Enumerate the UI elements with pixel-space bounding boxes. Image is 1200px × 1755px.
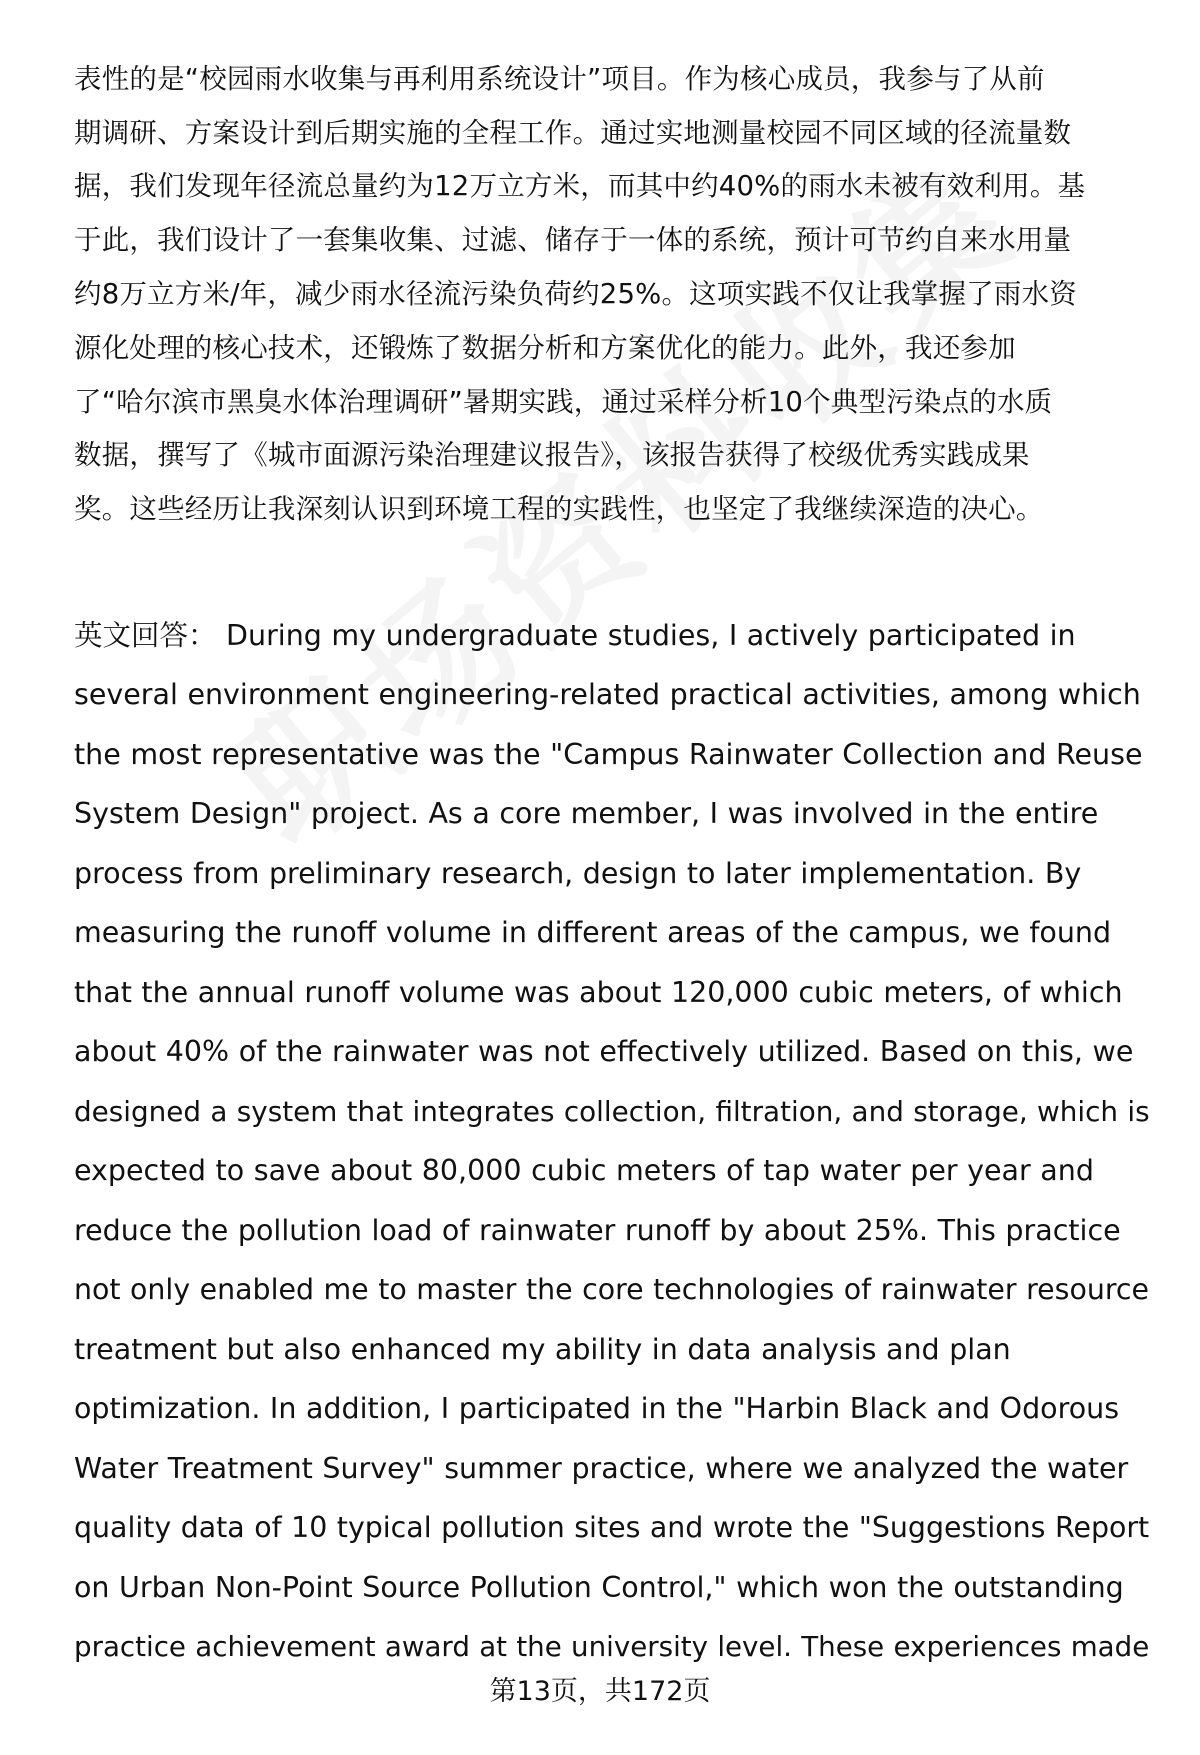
en-line: about 40% of the rainwater was not effectively utilized. Based on this, we <box>74 1035 1134 1068</box>
cn-line: 源化处理的核心技术，还锻炼了数据分析和方案优化的能力。此外，我还参加 <box>74 332 1016 364</box>
en-line: quality data of 10 typical pollution sites and wrote the "Suggestions Report <box>74 1511 1150 1544</box>
en-line: optimization. In addition, I participated in the "Harbin Black and Odorous <box>74 1392 1120 1425</box>
cn-line: 据，我们发现年径流总量约为12万立方米，而其中约40%的雨水未被有效利用。基 <box>74 170 1086 202</box>
cn-line: 表性的是“校园雨水收集与再利用系统设计”项目。作为核心成员，我参与了从前 <box>74 63 1045 95</box>
cn-line: 奖。这些经历让我深刻认识到环境工程的实践性，也坚定了我继续深造的决心。 <box>74 493 1044 525</box>
cn-line: 数据，撰写了《城市面源污染治理建议报告》，该报告获得了校级优秀实践成果 <box>74 439 1030 471</box>
en-line: designed a system that integrates collection, filtration, and storage, which is <box>74 1095 1150 1128</box>
en-line: on Urban Non-Point Source Pollution Control," which won the outstanding <box>74 1571 1124 1604</box>
en-line: Water Treatment Survey" summer practice, where we analyzed the water <box>74 1452 1129 1485</box>
en-line: practice achievement award at the university level. These experiences made <box>74 1630 1150 1663</box>
en-line: measuring the runoff volume in different areas of the campus, we found <box>74 916 1112 949</box>
en-line: System Design" project. As a core member, I was involved in the entire <box>74 797 1099 830</box>
cn-line: 约8万立方米/年，减少雨水径流污染负荷约25%。这项实践不仅让我掌握了雨水资 <box>74 278 1077 310</box>
en-line: that the annual runoff volume was about 120,000 cubic meters, of which <box>74 976 1123 1009</box>
en-line: process from preliminary research, design to later implementation. By <box>74 857 1082 890</box>
en-line: the most representative was the "Campus Rainwater Collection and Reuse <box>74 738 1143 771</box>
cn-line: 期调研、方案设计到后期实施的全程工作。通过实地测量校园不同区域的径流量数 <box>74 117 1072 149</box>
cn-line: 了“哈尔滨市黑臭水体治理调研”暑期实践，通过采样分析10个典型污染点的水质 <box>74 386 1053 418</box>
en-line: several environment engineering-related practical activities, among which <box>74 678 1141 711</box>
en-line: reduce the pollution load of rainwater runoff by about 25%. This practice <box>74 1214 1121 1247</box>
en-line: not only enabled me to master the core technologies of rainwater resource <box>74 1273 1149 1306</box>
en-line: treatment but also enhanced my ability in data analysis and plan <box>74 1333 1011 1366</box>
cn-line: 于此，我们设计了一套集收集、过滤、储存于一体的系统，预计可节约自来水用量 <box>74 224 1072 256</box>
en-line: expected to save about 80,000 cubic meters of tap water per year and <box>74 1154 1094 1187</box>
en-line: 英文回答： During my undergraduate studies, I actively participated in <box>74 619 1076 652</box>
page-number-footer: 第13页，共172页 <box>489 1676 711 1707</box>
